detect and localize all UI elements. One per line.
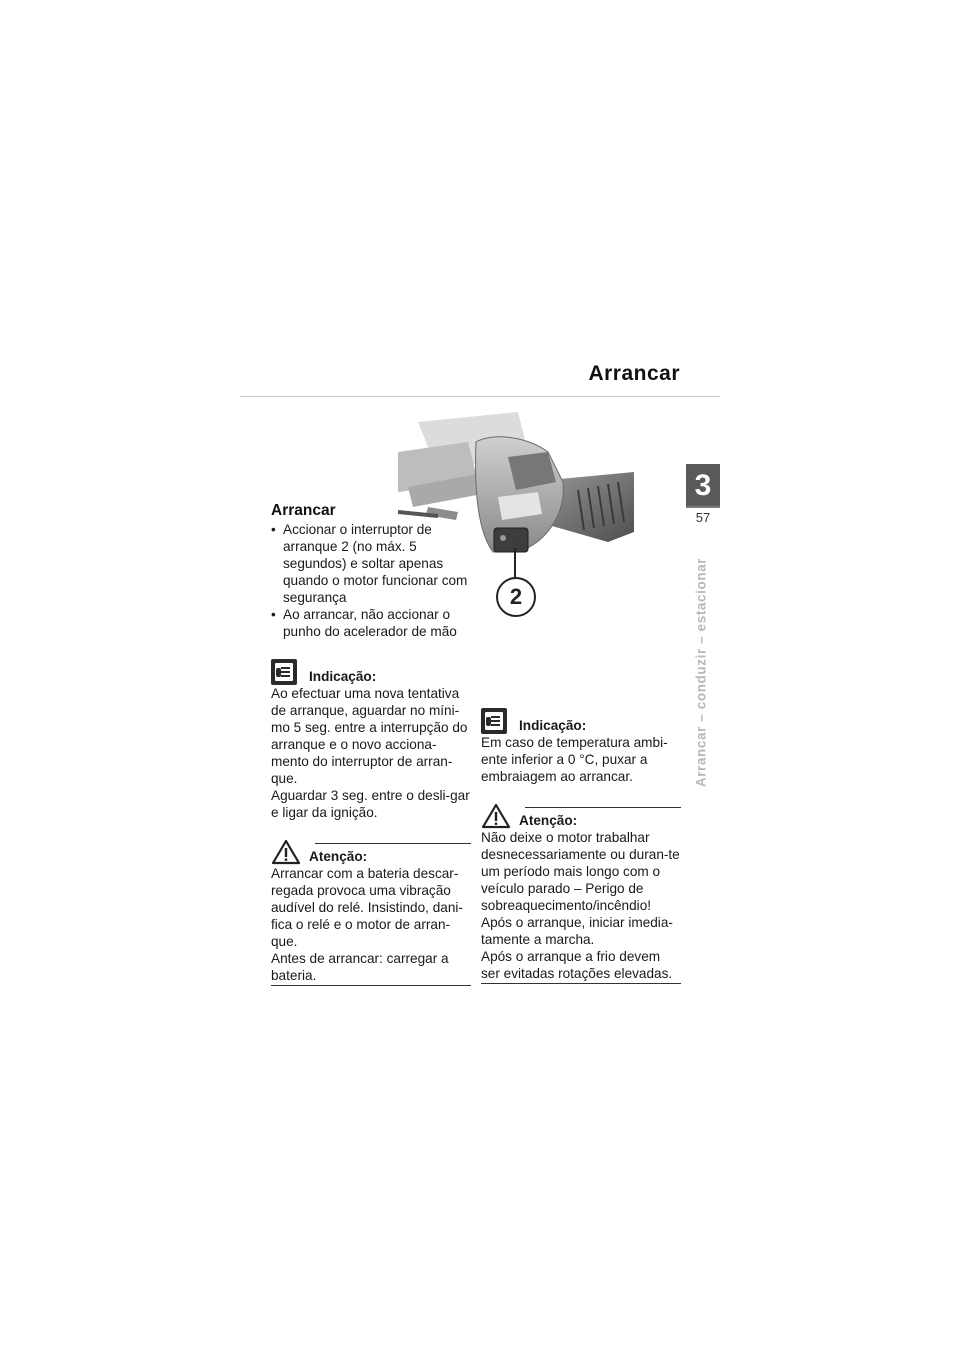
callout-leader-line xyxy=(514,548,516,578)
callout-number: 2 xyxy=(496,577,536,617)
chapter-side-label: Arrancar – conduzir – estacionar xyxy=(693,557,709,788)
warning-label: Atenção: xyxy=(519,813,578,828)
note-label: Indicação: xyxy=(519,718,587,733)
bullet-text: Ao arrancar, não accionar o punho do acelerador de mão xyxy=(283,607,457,639)
note-text: Em caso de temperatura ambi-ente inferior a 0 °C, puxar a embraiagem ao arrancar. xyxy=(481,735,668,784)
bullet-item xyxy=(271,606,471,640)
warning-text: Após o arranque, iniciar imedia-tamente a marcha. xyxy=(481,915,673,947)
page-number: 57 xyxy=(695,510,711,525)
chapter-divider xyxy=(686,506,720,508)
warning-text: Arrancar com a bateria descar-regada provoca uma vibração audível do relé. Insistindo, dani-fica o relé e o motor de arran-que. xyxy=(271,866,463,949)
note-label: Indicação: xyxy=(309,669,377,684)
note-header xyxy=(481,710,681,734)
chapter-number-tab: 3 xyxy=(686,464,720,506)
warning-text: Não deixe o motor trabalhar desnecessariamente ou duran-te um período mais longo com o veículo parado – Perigo de sobreaquecimento/incêndio! xyxy=(481,830,680,913)
warning-box xyxy=(481,805,681,984)
note-hand-icon xyxy=(271,659,297,685)
note-hand-icon xyxy=(481,708,507,734)
warning-text: Antes de arrancar: carregar a bateria. xyxy=(271,951,449,983)
page-title: Arrancar xyxy=(588,362,680,385)
note-box xyxy=(271,661,471,821)
warning-text: Após o arranque a frio devem ser evitadas rotações elevadas. xyxy=(481,949,673,981)
warning-header xyxy=(271,841,471,865)
note-box xyxy=(481,710,681,785)
warning-box xyxy=(271,841,471,986)
warning-top-rule xyxy=(525,807,681,808)
warning-header xyxy=(481,805,681,829)
bullet-text: Accionar o interruptor de arranque 2 (no máx. 5 segundos) e soltar apenas quando o motor funcionar com segurança xyxy=(283,522,468,605)
warning-triangle-icon xyxy=(481,803,511,829)
bullet-item xyxy=(271,521,471,606)
warning-bottom-rule xyxy=(271,985,471,986)
warning-top-rule xyxy=(315,843,471,844)
warning-bottom-rule xyxy=(481,983,681,984)
section-heading: Arrancar xyxy=(271,502,336,519)
note-header xyxy=(271,661,471,685)
note-text: Ao efectuar uma nova tentativa de arranque, aguardar no míni-mo 5 seg. entre a interrupção do arranque e o novo acciona-mento do interruptor de arran-que. xyxy=(271,686,468,786)
warning-triangle-icon xyxy=(271,839,301,865)
note-text: Aguardar 3 seg. entre o desli-gar e ligar da ignição. xyxy=(271,788,470,820)
bullet-dot: • xyxy=(271,522,276,537)
left-column xyxy=(271,502,471,986)
bullet-dot: • xyxy=(271,607,276,622)
title-divider xyxy=(240,396,720,397)
warning-label: Atenção: xyxy=(309,849,368,864)
right-column xyxy=(481,710,681,984)
